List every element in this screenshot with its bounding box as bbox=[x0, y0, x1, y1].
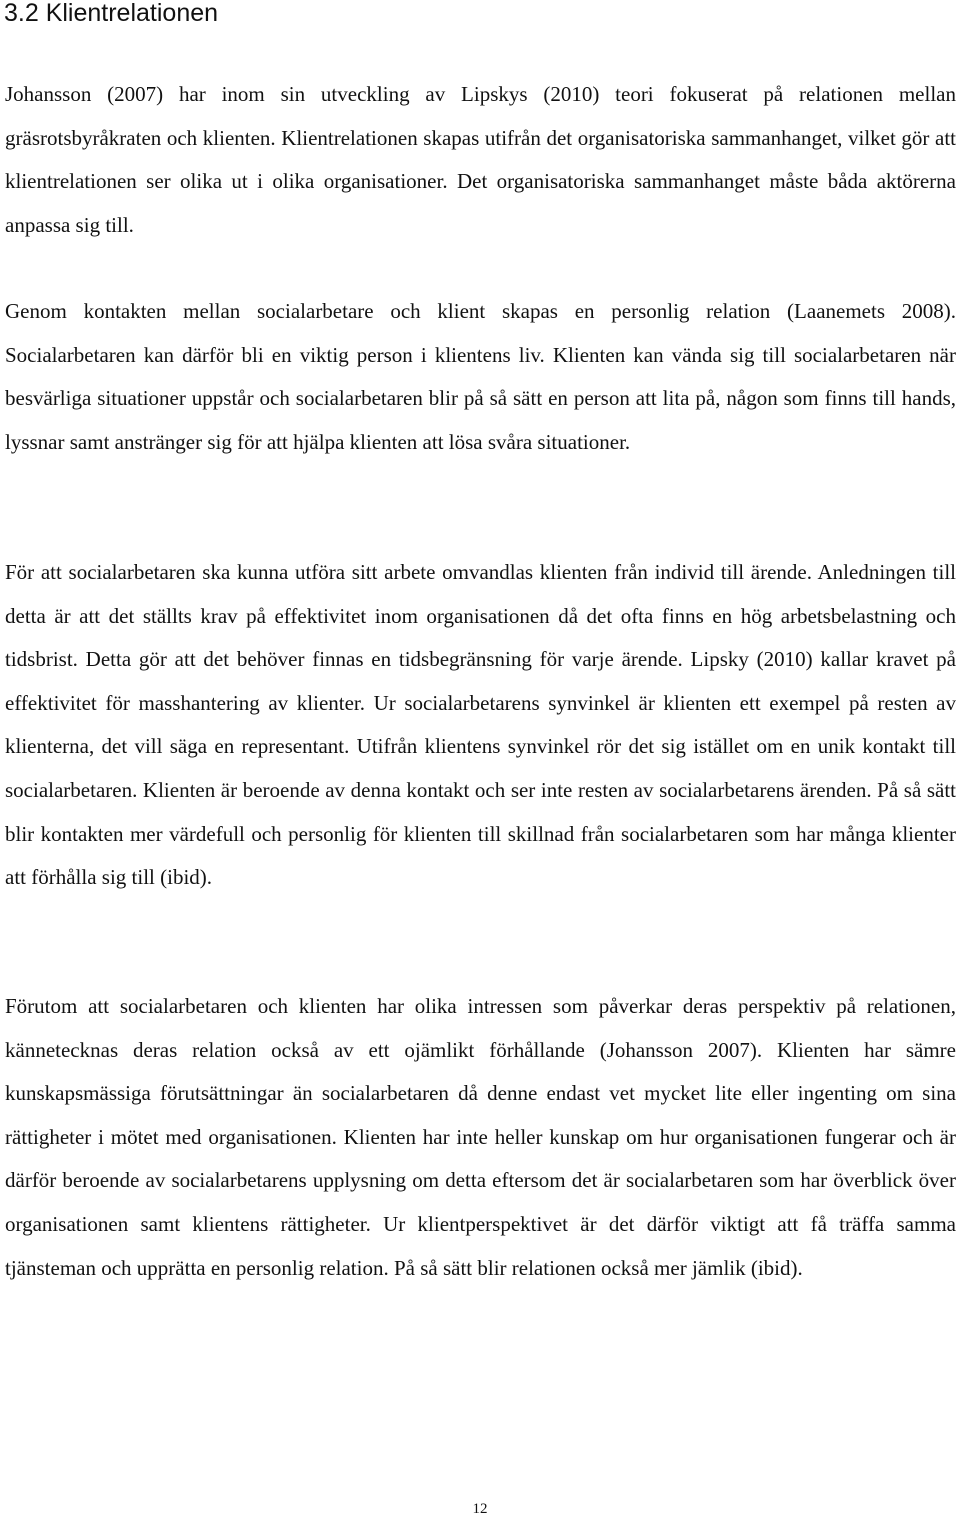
body-paragraph: Johansson (2007) har inom sin utveckling av Lipskys (2010) teori fokuserat på relationen mellan gräsrotsbyråkraten och klienten. Klientrelationen skapas utifrån det organisatoriska sammanhanget, vilket gör att klientrelationen ser olika ut i olika organisationer. Det organisatoriska sammanhanget måste båda aktörerna anpassa sig till. bbox=[5, 82, 956, 237]
body-paragraph: Förutom att socialarbetaren och klienten har olika intressen som påverkar deras perspektiv på relationen, kännetecknas deras relation också av ett ojämlikt förhållande (Johansson 2007). Klienten har sämre kunskapsmässiga förutsättningar än socialarbetaren då denne endast vet mycket lite eller ingenting om sina rättigheter i mötet med organisationen. Klienten har inte heller kunskap om hur organisationen fungerar och är därför beroende av socialarbetarens upplysning om detta eftersom det är socialarbetaren som har överblick över organisationen samt klientens rättigheter. Ur klientperspektivet är det därför viktigt att få träffa samma tjänsteman och upprätta en personlig relation. På så sätt blir relationen också mer jämlik (ibid). bbox=[5, 994, 956, 1280]
section-heading: 3.2 Klientrelationen bbox=[4, 0, 219, 27]
page-number: 12 bbox=[472, 1501, 488, 1517]
body-paragraph: För att socialarbetaren ska kunna utföra sitt arbete omvandlas klienten från individ till ärende. Anledningen till detta är att det ställts krav på effektivitet inom organisationen då det ofta finns en hög arbetsbelastning och tidsbrist. Detta gör att det behöver finnas en tidsbegränsning för varje ärende. Lipsky (2010) kallar kravet på effektivitet för masshantering av klienter. Ur socialarbetarens synvinkel är klienten ett exempel på resten av klienterna, det vill säga en representant. Utifrån klientens synvinkel rör det sig istället om en unik kontakt till socialarbetaren. Klienten är beroende av denna kontakt och ser inte resten av socialarbetarens ärenden. På så sätt blir kontakten mer värdefull och personlig för klienten till skillnad från socialarbetaren som har många klienter att förhålla sig till (ibid). bbox=[5, 560, 956, 890]
body-paragraph: Genom kontakten mellan socialarbetare och klient skapas en personlig relation (Laanemets 2008). Socialarbetaren kan därför bli en viktig person i klientens liv. Klienten kan vända sig till socialarbetaren när besvärliga situationer uppstår och socialarbetaren blir på så sätt en person att lita på, någon som finns till hands, lyssnar samt anstränger sig för att hjälpa klienten att lösa svåra situationer. bbox=[5, 299, 956, 454]
